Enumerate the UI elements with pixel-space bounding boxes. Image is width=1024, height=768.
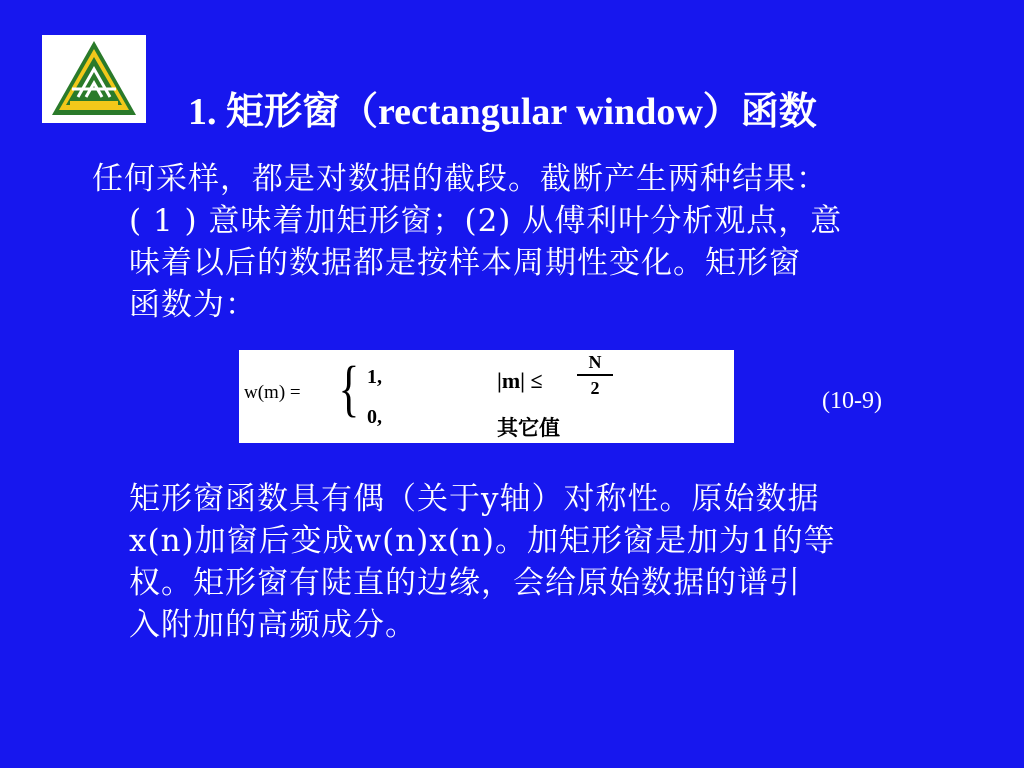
formula-case-zero: 0, — [367, 406, 382, 428]
property-line-2: x(n)加窗后变成w(n)x(n)。加矩形窗是加为1的等 — [129, 523, 836, 559]
property-line-4: 入附加的高频成分。 — [129, 607, 417, 643]
property-line-1: 矩形窗函数具有偶（关于y轴）对称性。原始数据 — [129, 481, 820, 517]
emblem-banner — [70, 101, 118, 105]
intro-line-4: 函数为： — [129, 287, 257, 323]
intro-paragraph — [92, 158, 842, 326]
university-logo — [42, 35, 146, 123]
formula-brace: { — [338, 355, 360, 423]
fraction-numerator: N — [588, 352, 602, 372]
equation-number: (10-9) — [822, 388, 882, 414]
intro-line-2: ( 1 ) 意味着加矩形窗；(2) 从傅利叶分析观点，意 — [129, 203, 843, 239]
formula-fraction — [577, 352, 613, 399]
formula-condition: |m| ≤ — [497, 368, 543, 393]
fraction-denominator: 2 — [590, 378, 600, 398]
intro-line-3: 味着以后的数据都是按样本周期性变化。矩形窗 — [129, 245, 801, 281]
property-paragraph — [129, 478, 836, 646]
intro-line-1: 任何采样，都是对数据的截段。截断产生两种结果： — [92, 161, 828, 197]
property-line-3: 权。矩形窗有陡直的边缘，会给原始数据的谱引 — [129, 565, 801, 601]
formula-case-one: 1, — [367, 366, 382, 388]
window-function-formula — [239, 350, 734, 443]
fraction-bar — [577, 374, 613, 376]
formula-otherwise: 其它值 — [497, 416, 560, 440]
formula-lhs: w(m) = — [244, 382, 301, 403]
slide-title: 1. 矩形窗（rectangular window）函数 — [188, 91, 817, 133]
university-emblem-icon — [42, 35, 146, 123]
